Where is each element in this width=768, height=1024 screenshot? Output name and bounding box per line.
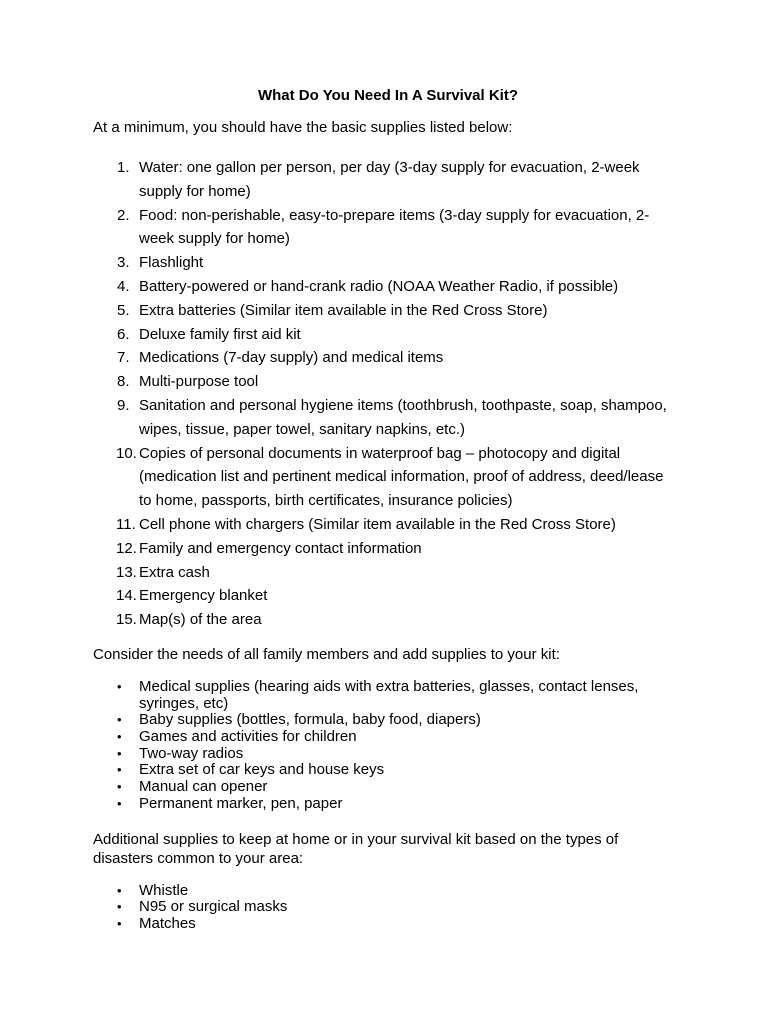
list-item [93,916,673,933]
bullet-icon: • [117,745,122,761]
list-item [93,394,673,442]
list-item [93,746,673,763]
bullet-icon: • [117,882,122,898]
bullet-icon: • [117,779,122,795]
list-number: 11. [116,515,136,533]
page-title: What Do You Need In A Survival Kit? [257,87,519,104]
list-item-text: Manual can opener [139,778,268,796]
list-item [93,323,673,347]
list-item-text: Extra set of car keys and house keys [139,761,385,779]
intro-paragraph: At a minimum, you should have the basic supplies listed below: [93,119,513,136]
list-item [93,346,673,370]
list-item [93,370,673,394]
list-item-text: N95 or surgical masks [139,898,288,916]
list-item-text: Emergency blanket [139,587,268,605]
list-item [93,299,673,323]
list-item [93,442,673,513]
list-item [93,883,673,900]
list-number: 4. [117,277,130,295]
list-number: 1. [117,159,130,176]
document-page [93,86,673,950]
list-item-text: Copies of personal documents in waterproof bag – photocopy and digital (medication list and pertinent medical information, proof of address, deed/lease to home, passports, birth certificates, insurance policies) [139,444,664,510]
list-item-text: Extra cash [139,563,210,581]
list-item [93,251,673,275]
list-item [93,712,673,729]
list-item-text: Whistle [139,881,189,899]
list-item [93,513,673,537]
list-item-text: Food: non-perishable, easy-to-prepare items (3-day supply for evacuation, 2-week supply for home) [139,206,650,248]
list-number: 6. [117,325,130,343]
list-item-text: Two-way radios [139,744,244,762]
list-number: 2. [117,206,130,224]
list-number: 3. [117,254,130,272]
list-item [93,561,673,585]
bullet-icon: • [117,795,122,811]
bullet-icon: • [117,915,122,931]
list-number: 7. [117,349,130,367]
list-item [93,275,673,299]
list-item-text: Water: one gallon per person, per day (3-day supply for evacuation, 2-week supply for home) [139,159,640,200]
list-number: 10. [116,444,137,462]
list-item [93,729,673,746]
list-item-text: Permanent marker, pen, paper [139,794,343,812]
list-item [93,584,673,608]
bullet-icon: • [117,762,122,778]
list-item-text: Family and emergency contact information [139,539,422,557]
list-number: 8. [117,373,130,391]
list-item [93,899,673,916]
list-item [93,204,673,252]
bullet-icon: • [117,729,122,745]
list-item-text: Games and activities for children [139,728,357,746]
list-item-text: Medications (7-day supply) and medical items [139,349,444,367]
list-item [93,796,673,813]
list-item [93,156,673,204]
bullet-icon: • [117,678,122,694]
list-number: 12. [116,539,137,557]
list-number: 5. [117,301,130,319]
list-item [93,679,673,712]
list-item-text: Extra batteries (Similar item available in the Red Cross Store) [139,301,548,319]
additional-supplies-paragraph: Additional supplies to keep at home or in your survival kit based on the types of disasters common to your area: [93,830,619,867]
list-item-text: Sanitation and personal hygiene items (toothbrush, toothpaste, soap, shampoo, wipes, tissue, paper towel, sanitary napkins, etc.) [139,396,667,438]
list-item-text: Battery-powered or hand-crank radio (NOAA Weather Radio, if possible) [139,277,619,295]
list-item-text: Matches [139,914,196,932]
list-item [93,537,673,561]
list-item-text: Baby supplies (bottles, formula, baby food, diapers) [139,711,481,729]
list-item-text: Medical supplies (hearing aids with extra batteries, glasses, contact lenses, syringes, etc) [139,677,639,712]
list-item-text: Multi-purpose tool [139,373,259,391]
additional-supplies-list [93,883,673,933]
list-item-text: Deluxe family first aid kit [139,325,301,343]
list-item [93,762,673,779]
list-item [93,608,673,632]
family-needs-paragraph: Consider the needs of all family members and add supplies to your kit: [93,645,560,663]
list-number: 13. [116,563,137,581]
list-number: 15. [116,611,137,629]
list-item-text: Cell phone with chargers (Similar item available in the Red Cross Store) [139,515,616,533]
list-number: 9. [117,396,130,414]
bullet-icon: • [117,712,122,728]
list-number: 14. [116,587,137,605]
list-item-text: Flashlight [139,254,204,272]
basic-supplies-list [93,156,673,632]
list-item-text: Map(s) of the area [139,611,262,629]
list-item [93,779,673,796]
family-supplies-list [93,679,673,813]
bullet-icon: • [117,899,122,915]
